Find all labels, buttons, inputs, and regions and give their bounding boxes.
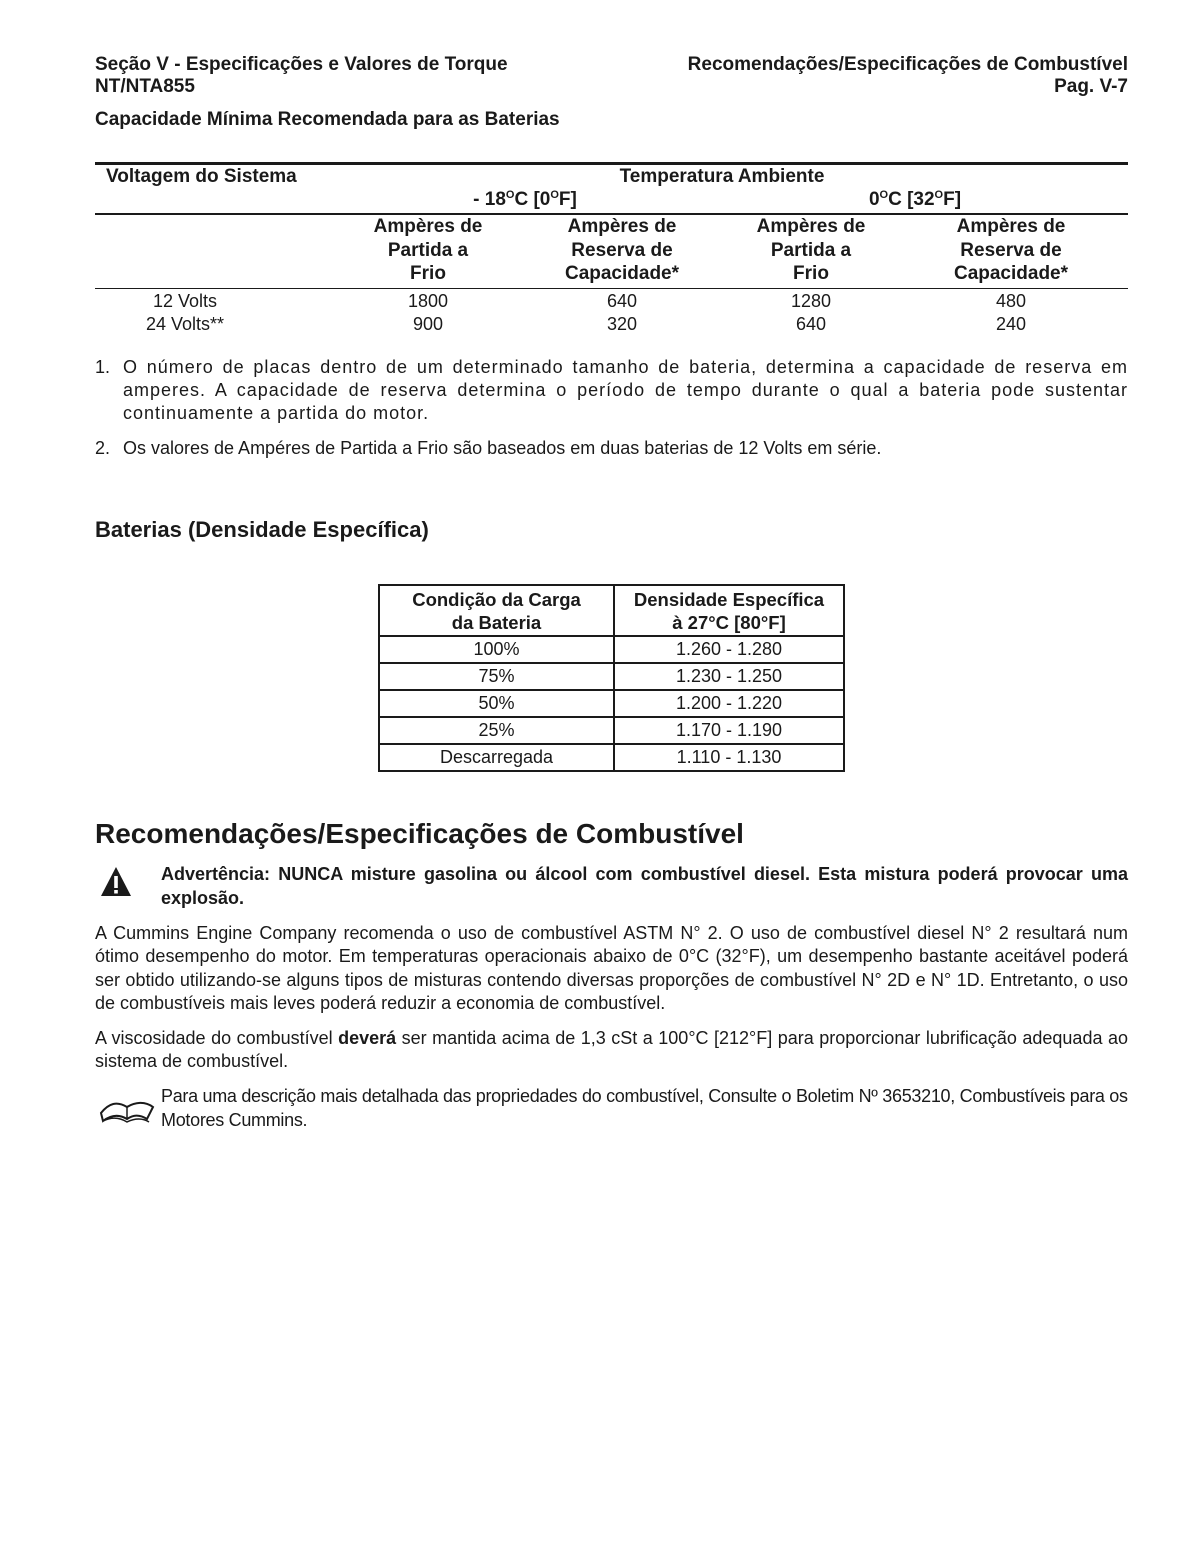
density-title: Baterias (Densidade Específica) — [95, 517, 429, 542]
temp-minus18: - $18^OC$ $[0^OF]$ — [473, 189, 577, 210]
table-rule-bottom — [95, 288, 1128, 289]
subheader-reserve-0: Ampères de Reserva de Capacidade* — [953, 216, 1069, 284]
subheader-cca-0: Ampères de Partida a Frio — [756, 216, 866, 284]
table-row: 50% 1.200 - 1.220 — [379, 690, 844, 717]
table-cell: 900 — [412, 314, 444, 334]
subheader-reserve-18: Ampères de Reserva de Capacidade* — [564, 216, 680, 284]
header-specific-density: Densidade Específica à 27°C [80°F] — [614, 585, 844, 636]
row-label-24v: 24 Volts** — [145, 314, 225, 334]
page-header-right — [688, 54, 1128, 98]
col-system-voltage: Voltagem do Sistema — [106, 166, 297, 187]
table-row: Descarregada 1.110 - 1.130 — [379, 744, 844, 771]
fuel-title: Recomendações/Especificações de Combustível — [95, 818, 744, 849]
table-cell: 320 — [606, 314, 638, 334]
warning-text: Advertência: NUNCA misture gasolina ou álcool com combustível diesel. Esta mistura poderá provocar uma explosão. — [161, 864, 1128, 908]
section-header — [95, 54, 508, 98]
note-1: 1. O número de placas dentro de um determinado tamanho de bateria, determina a capacidade de reserva em amperes. A capacidade de reserva determina o período de tempo durante o qual a bateria pode sustentar continuamente a partida do motor. — [95, 357, 1128, 423]
battery-capacity-title: Capacidade Mínima Recomendada para as Baterias — [95, 109, 560, 130]
fuel-paragraph-1: A Cummins Engine Company recomenda o uso de combustível ASTM N° 2. O uso de combustível diesel N° 2 resultará num ótimo desempenho do motor. Em temperaturas operacionais abaixo de 0°C (32°F), um desempenho bastante aceitável poderá ser obtido utilizando-se alguns tipos de misturas contendo diversas proporções de combustível N° 2D e N° 1D. Entretanto, o uso de combustíveis mais leves poderá reduzir a economia de combustível. — [95, 923, 1128, 1013]
temp-zero: $0^OC$ $[32^OF]$ — [868, 189, 962, 210]
table-cell: 480 — [995, 291, 1027, 311]
table-cell: 240 — [995, 314, 1027, 334]
reference-note: Para uma descrição mais detalhada das propriedades do combustível, Consulte o Boletim Nº 3653210, Combustíveis para os Motores Cummins. — [161, 1086, 1128, 1130]
table-row: 25% 1.170 - 1.190 — [379, 717, 844, 744]
page-number: Pag. V-7 — [1054, 76, 1128, 97]
table-header-row — [379, 585, 844, 636]
book-reference-icon — [97, 1093, 157, 1127]
chapter-title: Recomendações/Especificações de Combustível — [687, 54, 1128, 75]
col-ambient-temperature: Temperatura Ambiente — [619, 166, 825, 187]
note-2: 2. Os valores de Ampéres de Partida a Frio são baseados em duas baterias de 12 Volts em série. — [95, 438, 882, 458]
table-row: 75% 1.230 - 1.250 — [379, 663, 844, 690]
density-table — [378, 584, 845, 772]
engine-model: NT/NTA855 — [95, 76, 195, 97]
fuel-paragraph-2: A viscosidade do combustível deverá ser mantida acima de 1,3 cSt a 100°C [212°F] para proporcionar lubrificação adequada ao sistema de combustível. — [95, 1028, 1128, 1072]
table-row: 100% 1.260 - 1.280 — [379, 636, 844, 663]
warning-icon — [100, 866, 132, 898]
table-cell: 1280 — [790, 291, 832, 311]
table-cell: 640 — [606, 291, 638, 311]
subheader-cca-18: Ampères de Partida a Frio — [373, 216, 483, 284]
header-charge-condition: Condição da Carga da Bateria — [379, 585, 614, 636]
section-title: Seção V - Especificações e Valores de Torque — [95, 54, 508, 75]
table-cell: 640 — [795, 314, 827, 334]
table-cell: 1800 — [407, 291, 449, 311]
row-label-12v: 12 Volts — [152, 291, 218, 311]
